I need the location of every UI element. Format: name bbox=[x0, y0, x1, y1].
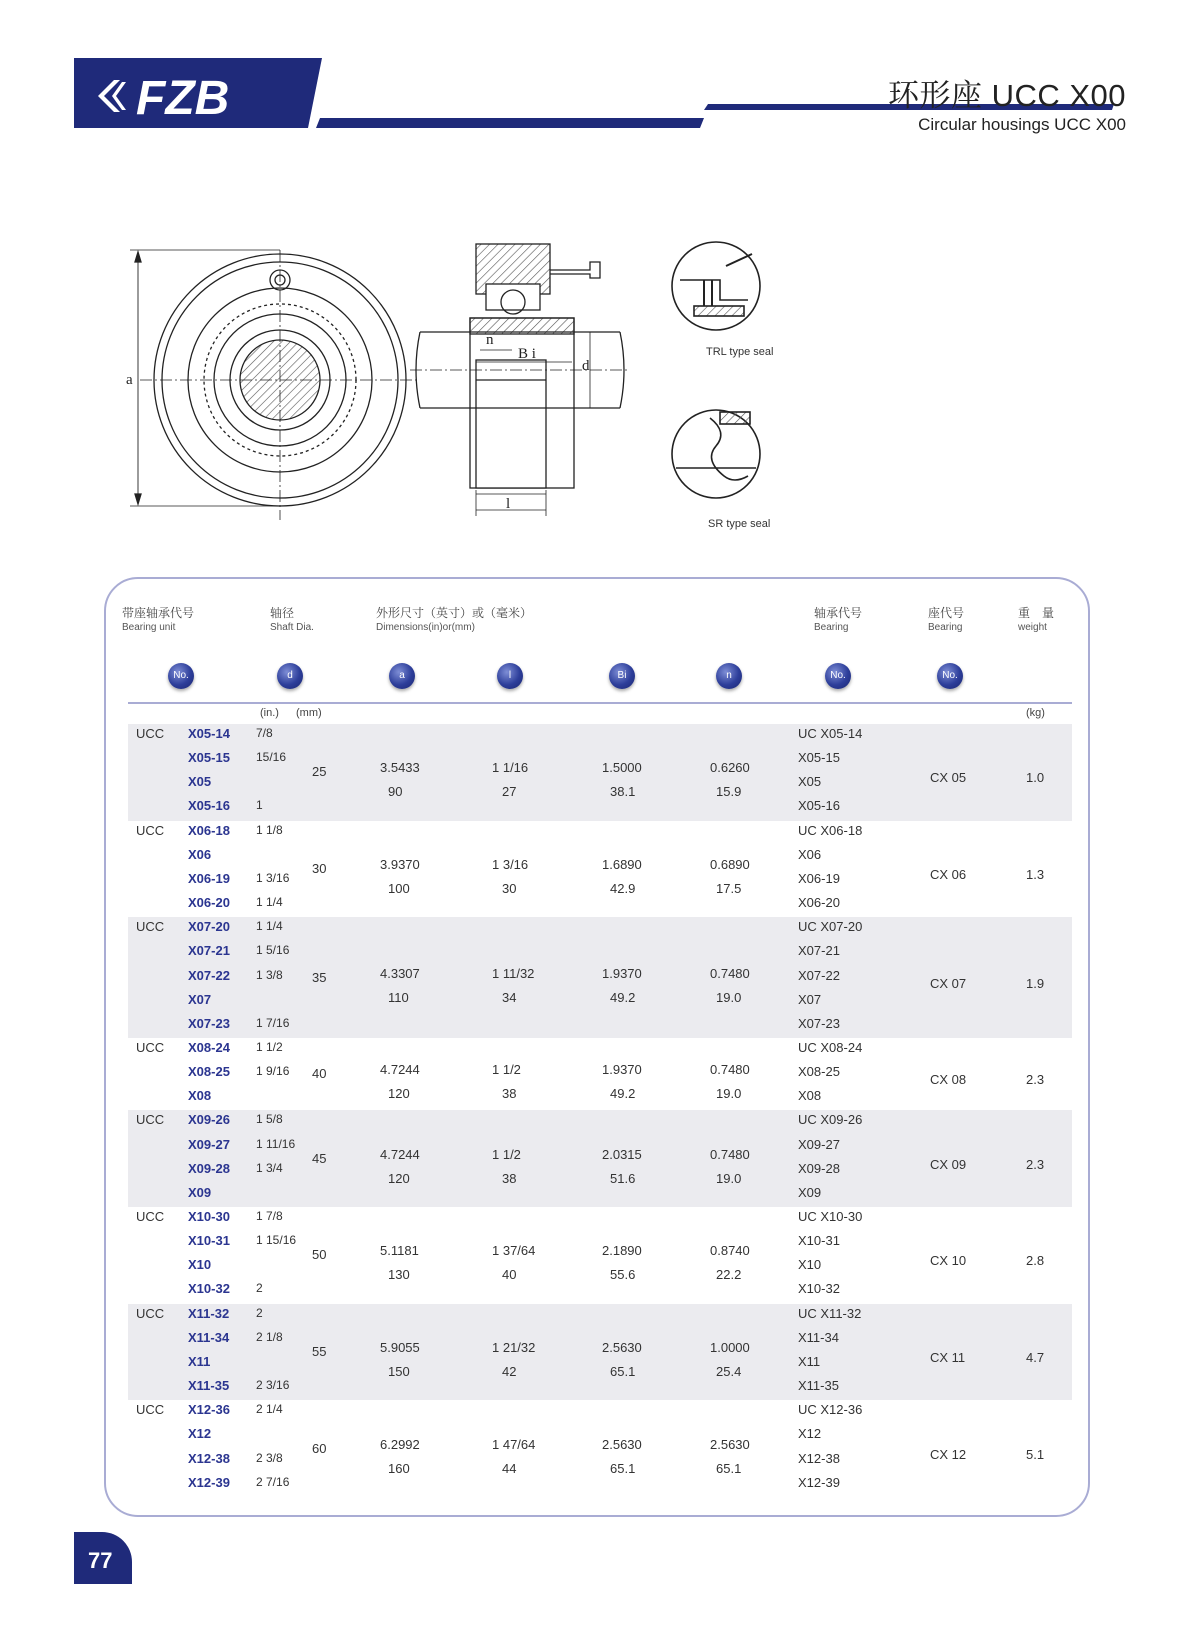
page-title: 环形座 UCC X00 bbox=[887, 78, 1126, 113]
dim-a-mm: 100 bbox=[388, 880, 410, 896]
shaft-dia-inch: 1 15/16 bbox=[256, 1233, 297, 1248]
shaft-dia-mm: 45 bbox=[312, 1150, 327, 1166]
dim-bi-mm: 42.9 bbox=[610, 880, 636, 896]
badge-bearing-no: No. bbox=[825, 663, 851, 689]
dim-n-mm: 17.5 bbox=[716, 880, 742, 896]
header-housing-en: Bearing bbox=[928, 622, 963, 633]
bearing-unit-code: X06-20 bbox=[188, 895, 230, 911]
bearing-code: UC X06-18 bbox=[798, 822, 863, 838]
bearing-unit-code: X08 bbox=[188, 1088, 212, 1104]
dim-l-mm: 42 bbox=[502, 1363, 517, 1379]
trl-seal-detail bbox=[672, 242, 760, 330]
bearing-code: X09-28 bbox=[798, 1160, 840, 1176]
header-bearing-unit-cn: 带座轴承代号 bbox=[122, 606, 195, 620]
bearing-code: X08 bbox=[798, 1088, 822, 1104]
side-view bbox=[410, 244, 630, 516]
header-shaft-dia-cn: 轴径 bbox=[270, 606, 295, 620]
badge-housing-no: No. bbox=[937, 663, 963, 689]
dim-bi-in: 2.0315 bbox=[602, 1146, 642, 1162]
housing-code: CX 06 bbox=[930, 866, 967, 882]
badge-n: n bbox=[716, 663, 742, 689]
bearing-code: X07-22 bbox=[798, 967, 840, 983]
dim-l-mm: 38 bbox=[502, 1170, 517, 1186]
bearing-unit-code: X10-30 bbox=[188, 1209, 230, 1224]
badge-a: a bbox=[389, 663, 415, 689]
bearing-unit-prefix: UCC bbox=[136, 1209, 165, 1224]
shaft-dia-inch: 15/16 bbox=[256, 750, 287, 765]
bearing-unit-code: X10-32 bbox=[188, 1281, 230, 1297]
bearing-unit-code: X09-28 bbox=[188, 1160, 230, 1176]
bearing-unit-code: X09-26 bbox=[188, 1112, 230, 1128]
dim-a-in: 4.7244 bbox=[380, 1062, 420, 1078]
shaft-dia-mm: 35 bbox=[312, 969, 327, 985]
bearing-unit-code: X06-19 bbox=[188, 870, 230, 886]
dim-n-in: 0.7480 bbox=[710, 1062, 750, 1078]
bearing-code: X09-27 bbox=[798, 1136, 840, 1152]
bearing-unit-code: X05-16 bbox=[188, 798, 230, 814]
dim-bi-mm: 65.1 bbox=[610, 1460, 636, 1476]
dim-l-in: 1 3/16 bbox=[492, 856, 529, 872]
shaft-dia-inch: 1 1/4 bbox=[256, 919, 283, 934]
bearing-code: UC X12-36 bbox=[798, 1402, 863, 1418]
bearing-code: X11-35 bbox=[798, 1378, 839, 1394]
dim-a-mm: 130 bbox=[388, 1267, 410, 1283]
bearing-code: X09 bbox=[798, 1184, 822, 1200]
bearing-unit-code: X06 bbox=[188, 846, 212, 862]
weight-value: 1.3 bbox=[1026, 866, 1045, 882]
bearing-unit-code: X10 bbox=[188, 1257, 212, 1273]
dim-l-mm: 34 bbox=[502, 989, 517, 1005]
dim-l-in: 1 37/64 bbox=[492, 1243, 536, 1259]
bearing-code: UC X05-14 bbox=[798, 726, 863, 741]
bearing-unit-code: X11 bbox=[188, 1353, 211, 1369]
dim-a-in: 5.1181 bbox=[380, 1243, 419, 1259]
housing-code: CX 07 bbox=[930, 975, 967, 991]
dim-n-mm: 22.2 bbox=[716, 1267, 742, 1283]
dim-bi-mm: 38.1 bbox=[610, 784, 636, 800]
shaft-dia-inch: 2 1/4 bbox=[256, 1402, 283, 1417]
dim-n-mm: 19.0 bbox=[716, 1086, 742, 1102]
bearing-unit-code: X05 bbox=[188, 774, 212, 790]
bearing-code: UC X10-30 bbox=[798, 1209, 863, 1224]
bearing-code: X05-16 bbox=[798, 798, 840, 814]
shaft-dia-inch: 1 3/8 bbox=[256, 967, 283, 982]
dim-bi-in: 2.5630 bbox=[602, 1339, 642, 1355]
dim-n-mm: 25.4 bbox=[716, 1363, 742, 1379]
dim-l-in: 1 1/2 bbox=[492, 1146, 521, 1162]
unit-mm: (mm) bbox=[296, 707, 322, 719]
dim-a-in: 6.2992 bbox=[380, 1436, 420, 1452]
dim-a-mm: 120 bbox=[388, 1086, 410, 1102]
dim-a-mm: 90 bbox=[388, 784, 403, 800]
weight-value: 2.8 bbox=[1026, 1253, 1045, 1269]
table-header-rule bbox=[128, 702, 1072, 704]
weight-value: 1.9 bbox=[1026, 975, 1045, 991]
shaft-dia-inch: 2 bbox=[256, 1305, 263, 1320]
shaft-dia-inch: 1 1/8 bbox=[256, 822, 283, 837]
dim-label-bi: B i bbox=[518, 346, 536, 362]
dim-bi-in: 1.6890 bbox=[602, 856, 642, 872]
bearing-unit-prefix: UCC bbox=[136, 726, 165, 741]
dim-label-d: d bbox=[582, 358, 590, 374]
bearing-unit-code: X10-31 bbox=[188, 1233, 230, 1249]
dim-bi-mm: 49.2 bbox=[610, 1086, 636, 1102]
bearing-code: UC X11-32 bbox=[798, 1305, 862, 1321]
dim-a-in: 3.9370 bbox=[380, 856, 420, 872]
dim-a-mm: 110 bbox=[388, 989, 409, 1005]
bearing-code: X12-38 bbox=[798, 1450, 840, 1466]
bearing-code: UC X09-26 bbox=[798, 1112, 863, 1128]
dim-n-mm: 65.1 bbox=[716, 1460, 742, 1476]
shaft-dia-mm: 60 bbox=[312, 1440, 327, 1456]
bearing-unit-prefix: UCC bbox=[136, 1305, 165, 1321]
bearing-unit-prefix: UCC bbox=[136, 822, 165, 838]
bearing-unit-code: X07-21 bbox=[188, 943, 230, 959]
bearing-unit-code: X06-18 bbox=[188, 822, 230, 838]
weight-value: 2.3 bbox=[1026, 1156, 1045, 1172]
dim-a-in: 4.7244 bbox=[380, 1146, 420, 1162]
dim-a-mm: 150 bbox=[388, 1363, 410, 1379]
bearing-code: X06-20 bbox=[798, 895, 840, 911]
shaft-dia-inch: 1 3/4 bbox=[256, 1160, 283, 1175]
weight-value: 4.7 bbox=[1026, 1349, 1045, 1365]
housing-code: CX 12 bbox=[930, 1446, 967, 1462]
dim-l-mm: 30 bbox=[502, 880, 517, 896]
bearing-unit-code: X12-39 bbox=[188, 1474, 230, 1490]
badge-l: l bbox=[497, 663, 523, 689]
bearing-unit-code: X07-22 bbox=[188, 967, 230, 983]
housing-code: CX 11 bbox=[930, 1349, 966, 1365]
badge-d: d bbox=[277, 663, 303, 689]
shaft-dia-inch: 2 3/8 bbox=[256, 1450, 283, 1465]
dim-bi-in: 1.9370 bbox=[602, 1062, 642, 1078]
bearing-unit-code: X08-25 bbox=[188, 1064, 230, 1080]
dim-l-in: 1 1/16 bbox=[492, 760, 529, 776]
bearing-unit-code: X07-23 bbox=[188, 1015, 230, 1031]
dim-n-mm: 15.9 bbox=[716, 784, 742, 800]
housing-code: CX 08 bbox=[930, 1072, 967, 1088]
bearing-code: X10-31 bbox=[798, 1233, 840, 1249]
dim-bi-mm: 55.6 bbox=[610, 1267, 636, 1283]
dim-l-in: 1 21/32 bbox=[492, 1339, 536, 1355]
header-weight-en: weight bbox=[1018, 622, 1047, 633]
page-number: 77 bbox=[74, 1532, 132, 1584]
bearing-unit-prefix: UCC bbox=[136, 1112, 165, 1128]
bearing-unit-code: X05-14 bbox=[188, 726, 230, 741]
bearing-code: X08-25 bbox=[798, 1064, 840, 1080]
dim-n-mm: 19.0 bbox=[716, 989, 742, 1005]
dim-l-mm: 27 bbox=[502, 784, 517, 800]
bearing-unit-prefix: UCC bbox=[136, 1402, 165, 1418]
sr-seal-label: SR type seal bbox=[708, 518, 771, 530]
technical-drawing bbox=[120, 240, 820, 555]
header-bearing-en: Bearing bbox=[814, 622, 849, 633]
bearing-code: X07-21 bbox=[798, 943, 840, 959]
dim-n-in: 0.7480 bbox=[710, 1146, 750, 1162]
bearing-code: X11-34 bbox=[798, 1329, 839, 1345]
bearing-code: UC X07-20 bbox=[798, 919, 863, 935]
logo-text: FZB bbox=[136, 72, 230, 125]
bearing-unit-prefix: UCC bbox=[136, 1039, 165, 1055]
bearing-code: X11 bbox=[798, 1353, 821, 1369]
unit-in: (in.) bbox=[260, 707, 279, 719]
shaft-dia-inch: 1 9/16 bbox=[256, 1064, 290, 1079]
shaft-dia-mm: 40 bbox=[312, 1066, 327, 1082]
header-shaft-dia-en: Shaft Dia. bbox=[270, 622, 314, 633]
dim-label-n: n bbox=[486, 332, 494, 348]
header-weight-cn: 重 量 bbox=[1018, 606, 1055, 620]
dim-n-in: 2.5630 bbox=[710, 1436, 750, 1452]
bearing-code: X10 bbox=[798, 1257, 822, 1273]
dim-a-in: 5.9055 bbox=[380, 1339, 420, 1355]
shaft-dia-inch: 1 bbox=[256, 798, 263, 813]
dim-label-l: l bbox=[506, 496, 511, 512]
bearing-unit-code: X12-38 bbox=[188, 1450, 230, 1466]
dim-bi-mm: 65.1 bbox=[610, 1363, 636, 1379]
bearing-unit-code: X12-36 bbox=[188, 1402, 230, 1418]
shaft-dia-inch: 1 5/16 bbox=[256, 943, 290, 958]
dim-l-mm: 38 bbox=[502, 1086, 517, 1102]
dim-l-mm: 40 bbox=[502, 1267, 517, 1283]
unit-kg: (kg) bbox=[1026, 707, 1045, 719]
bearing-unit-code: X07 bbox=[188, 991, 212, 1007]
dim-label-a: a bbox=[126, 372, 133, 388]
shaft-dia-inch: 1 7/8 bbox=[256, 1209, 283, 1223]
bearing-unit-code: X11-32 bbox=[188, 1305, 230, 1321]
shaft-dia-mm: 50 bbox=[312, 1247, 327, 1263]
shaft-dia-mm: 30 bbox=[312, 860, 327, 876]
dim-l-mm: 44 bbox=[502, 1460, 517, 1476]
sr-seal-detail bbox=[672, 410, 760, 498]
header-housing-cn: 座代号 bbox=[928, 606, 965, 620]
bearing-unit-code: X12 bbox=[188, 1426, 212, 1442]
dim-bi-in: 2.1890 bbox=[602, 1243, 642, 1259]
housing-code: CX 09 bbox=[930, 1156, 967, 1172]
bearing-code: X07 bbox=[798, 991, 822, 1007]
dim-a-mm: 160 bbox=[388, 1460, 410, 1476]
dim-bi-mm: 51.6 bbox=[610, 1170, 636, 1186]
shaft-dia-inch: 2 3/16 bbox=[256, 1378, 290, 1393]
dim-l-in: 1 11/32 bbox=[492, 965, 535, 981]
dim-n-mm: 19.0 bbox=[716, 1170, 742, 1186]
front-view bbox=[130, 250, 420, 520]
weight-value: 5.1 bbox=[1026, 1446, 1045, 1462]
header-bearing-unit-en: Bearing unit bbox=[122, 622, 176, 633]
weight-value: 2.3 bbox=[1026, 1072, 1045, 1088]
weight-value: 1.0 bbox=[1026, 770, 1045, 786]
bearing-unit-code: X11-35 bbox=[188, 1378, 230, 1394]
shaft-dia-inch: 2 7/16 bbox=[256, 1474, 290, 1489]
shaft-dia-inch: 1 1/2 bbox=[256, 1039, 283, 1054]
bearing-unit-code: X05-15 bbox=[188, 750, 230, 766]
shaft-dia-inch: 1 7/16 bbox=[256, 1015, 290, 1030]
dim-bi-in: 1.5000 bbox=[602, 760, 642, 776]
badge-bi: Bi bbox=[609, 663, 635, 689]
bearing-code: X06 bbox=[798, 846, 822, 862]
housing-code: CX 10 bbox=[930, 1253, 967, 1269]
bearing-unit-code: X11-34 bbox=[188, 1329, 230, 1345]
trl-seal-label: TRL type seal bbox=[706, 346, 774, 358]
shaft-dia-mm: 55 bbox=[312, 1343, 327, 1359]
page-subtitle: Circular housings UCC X00 bbox=[918, 115, 1126, 134]
bearing-unit-code: X09 bbox=[188, 1184, 212, 1200]
shaft-dia-inch: 7/8 bbox=[256, 726, 273, 740]
dim-a-in: 3.5433 bbox=[380, 760, 420, 776]
dim-n-in: 0.6260 bbox=[710, 760, 750, 776]
bearing-code: UC X08-24 bbox=[798, 1039, 863, 1055]
dim-a-in: 4.3307 bbox=[380, 965, 420, 981]
header-dimensions-cn: 外形尺寸（英寸）或（毫米） bbox=[376, 606, 533, 620]
bearing-code: X10-32 bbox=[798, 1281, 840, 1297]
dim-bi-in: 1.9370 bbox=[602, 965, 642, 981]
dim-n-in: 0.6890 bbox=[710, 856, 750, 872]
shaft-dia-inch: 1 1/4 bbox=[256, 895, 283, 910]
bearing-unit-code: X08-24 bbox=[188, 1039, 230, 1055]
dim-bi-in: 2.5630 bbox=[602, 1436, 642, 1452]
bearing-code: X06-19 bbox=[798, 870, 840, 886]
bearing-unit-prefix: UCC bbox=[136, 919, 165, 935]
dim-a-mm: 120 bbox=[388, 1170, 410, 1186]
bearing-code: X05 bbox=[798, 774, 822, 790]
housing-code: CX 05 bbox=[930, 770, 967, 786]
dim-n-in: 0.7480 bbox=[710, 965, 750, 981]
shaft-dia-inch: 2 1/8 bbox=[256, 1329, 283, 1344]
bearing-unit-code: X07-20 bbox=[188, 919, 230, 935]
dim-n-in: 1.0000 bbox=[710, 1339, 750, 1355]
shaft-dia-inch: 1 11/16 bbox=[256, 1136, 296, 1151]
dim-l-in: 1 1/2 bbox=[492, 1062, 521, 1078]
shaft-dia-inch: 1 5/8 bbox=[256, 1112, 283, 1127]
bearing-code: X07-23 bbox=[798, 1015, 840, 1031]
bearing-code: X12-39 bbox=[798, 1474, 840, 1490]
dim-n-in: 0.8740 bbox=[710, 1243, 750, 1259]
bearing-code: X05-15 bbox=[798, 750, 840, 766]
header-bearing-cn: 轴承代号 bbox=[814, 606, 863, 620]
bearing-unit-code: X09-27 bbox=[188, 1136, 230, 1152]
dim-bi-mm: 49.2 bbox=[610, 989, 636, 1005]
shaft-dia-inch: 1 3/16 bbox=[256, 870, 290, 885]
bearing-code: X12 bbox=[798, 1426, 822, 1442]
shaft-dia-inch: 2 bbox=[256, 1281, 263, 1296]
fzb-logo bbox=[74, 58, 754, 137]
header-dimensions-en: Dimensions(in)or(mm) bbox=[376, 622, 475, 633]
dim-l-in: 1 47/64 bbox=[492, 1436, 536, 1452]
badge-no: No. bbox=[168, 663, 194, 689]
shaft-dia-mm: 25 bbox=[312, 764, 327, 780]
